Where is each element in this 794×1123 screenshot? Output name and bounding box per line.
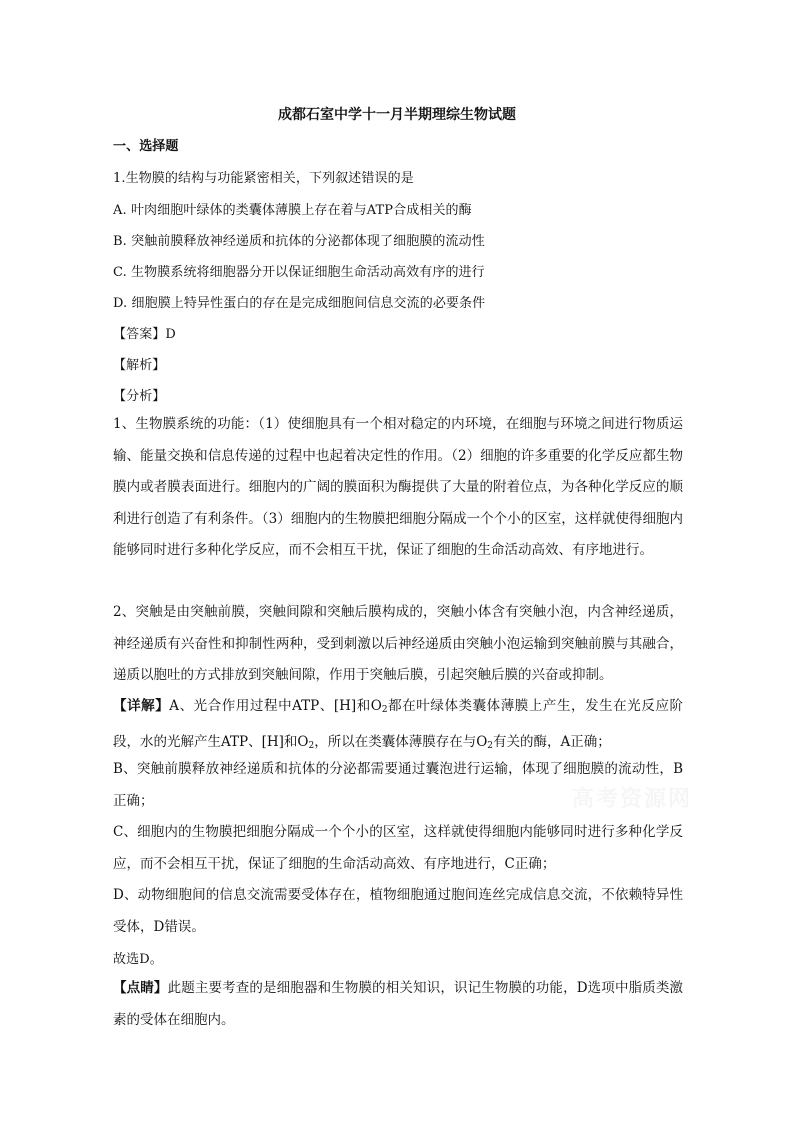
detail-paragraph-c: C、细胞内的生物膜把细胞分隔成一个个小的区室，这样就使得细胞内能够同时进行多种化学反应，而不会相互干扰，保证了细胞的生命活动高效、有序地进行，C正确； bbox=[113, 824, 683, 872]
option-d: D. 细胞膜上特异性蛋白的存在是完成细胞间信息交流的必要条件 bbox=[113, 296, 486, 311]
detail-a-text-1: A、光合作用过程中ATP、[H]和O bbox=[169, 698, 382, 714]
detail-paragraph-a bbox=[113, 691, 683, 762]
dianjing-text: 此题主要考查的是细胞器和生物膜的相关知识，识记生物膜的功能，D选项中脂质类激素的受体在细胞内。 bbox=[113, 980, 684, 1028]
detail-a-text-2: 都在叶绿体类囊体薄膜上产生，发生在光反应阶段，水的光解产生ATP、[H]和O bbox=[113, 698, 684, 750]
detail-a-text-3: ，所以在类囊体薄膜存在与O bbox=[314, 733, 488, 750]
subscript: 2 bbox=[308, 740, 315, 751]
analysis-label: 【解析】 bbox=[113, 358, 166, 373]
dianjing-paragraph bbox=[113, 973, 683, 1036]
subscript: 2 bbox=[487, 740, 494, 751]
fenxi-paragraph-1: 1、生物膜系统的功能：（1）使细胞具有一个相对稳定的内环境，在细胞与环境之间进行物质运输、能量交换和信息传递的过程中也起着决定性的作用。（2）细胞的许多重要的化学反应都生物膜内或者膜表面进行。细胞内的广阔的膜面积为酶提供了大量的附着位点，为各种化学反应的顺利进行创造了有利条件。（3）细胞内的生物膜把细胞分隔成一个个小的区室，这样就使得细胞内能够同时进行多种化学反应，而不会相互干扰，保证了细胞的生命活动高效、有序地进行。 bbox=[113, 416, 683, 558]
detail-paragraph-d: D、动物细胞间的信息交流需要受体存在，植物细胞通过胞间连丝完成信息交流，不依赖特异性受体，D错误。 bbox=[113, 887, 683, 935]
document-title: 成都石室中学十一月半期理综生物试题 bbox=[278, 107, 516, 123]
option-b: B. 突触前膜释放神经递质和抗体的分泌都体现了细胞膜的流动性 bbox=[113, 234, 485, 249]
section-heading: 一、选择题 bbox=[113, 139, 179, 154]
subscript: 2 bbox=[381, 705, 388, 715]
dianjing-label: 【点睛】 bbox=[113, 980, 168, 996]
detail-a-text-4: 有关的酶，A正确； bbox=[493, 733, 611, 750]
conclusion: 故选D。 bbox=[113, 952, 163, 967]
answer: 【答案】D bbox=[113, 327, 176, 342]
detail-paragraph-b: B、突触前膜释放神经递质和抗体的分泌都需要通过囊泡进行运输，体现了细胞膜的流动性，B正确； bbox=[113, 761, 683, 809]
detail-label: 【详解】 bbox=[113, 698, 170, 714]
fenxi-label: 【分析】 bbox=[113, 389, 166, 404]
option-c: C. 生物膜系统将细胞器分开以保证细胞生命活动高效有序的进行 bbox=[113, 265, 485, 280]
fenxi-paragraph-2: 2、突触是由突触前膜，突触间隙和突触后膜构成的，突触小体含有突触小泡，内含神经递质，神经递质有兴奋性和抑制性两种，受到刺激以后神经递质由突触小泡运输到突触前膜与其融合，递质以胞吐的方式排放到突触间隙，作用于突触后膜，引起突触后膜的兴奋或抑制。 bbox=[113, 604, 683, 683]
option-a: A. 叶肉细胞叶绿体的类囊体薄膜上存在着与ATP合成相关的酶 bbox=[113, 203, 472, 218]
question-stem: 1.生物膜的结构与功能紧密相关，下列叙述错误的是 bbox=[113, 171, 414, 186]
watermark bbox=[572, 782, 692, 813]
